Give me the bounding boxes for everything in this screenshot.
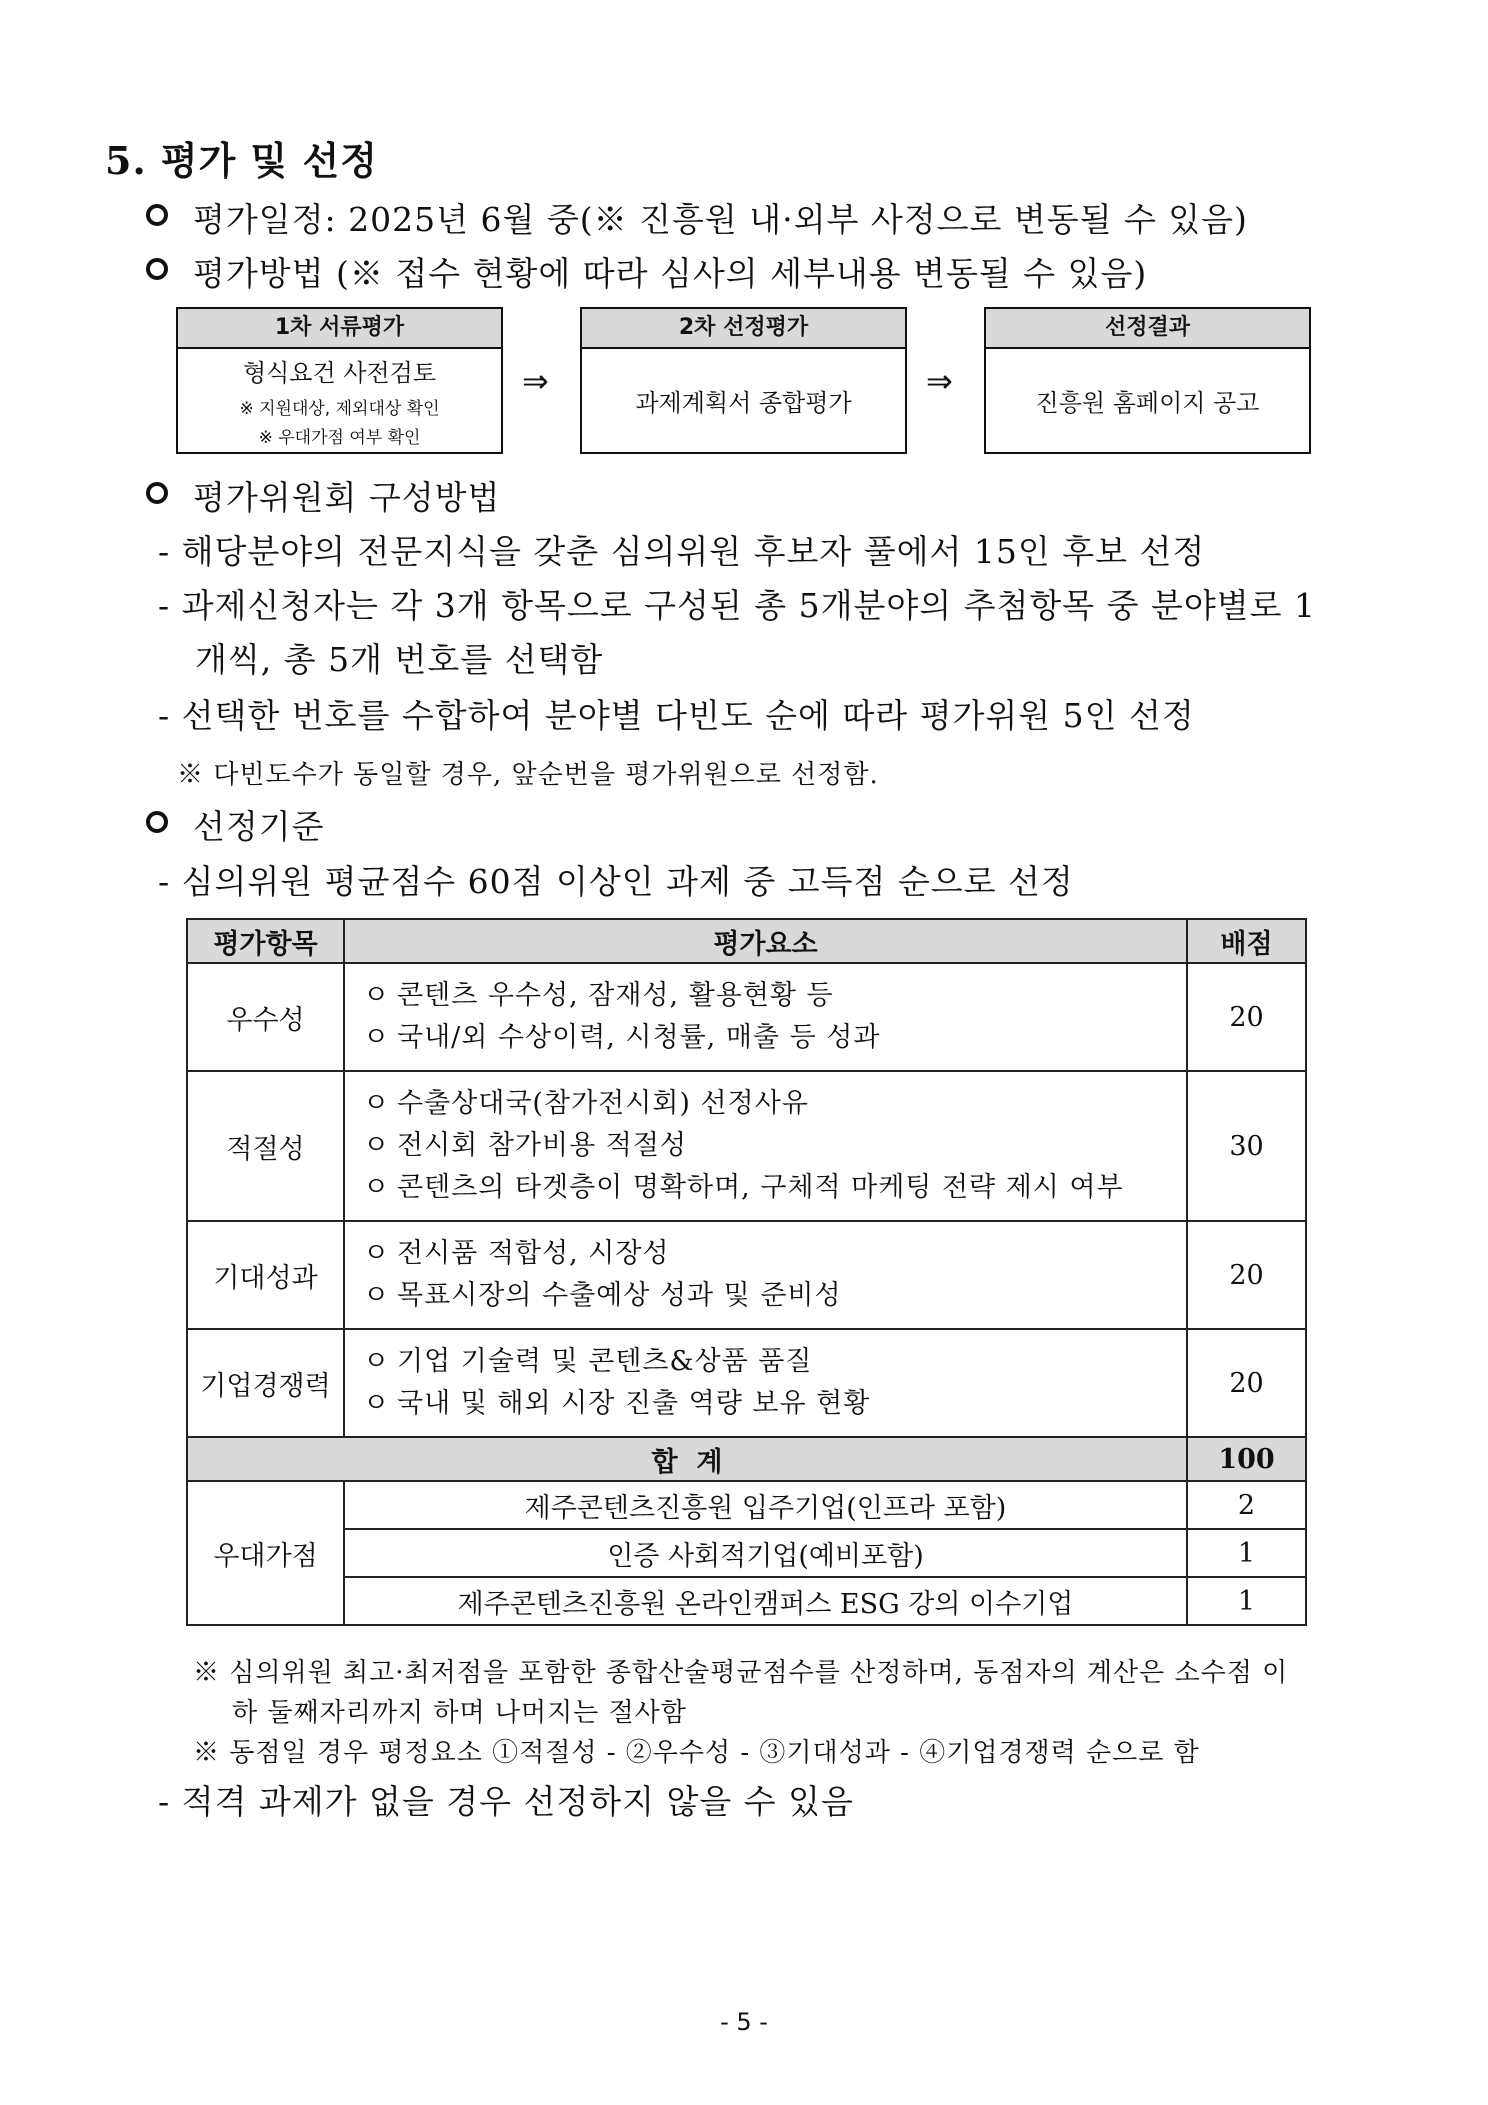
table-row bbox=[187, 1071, 1306, 1221]
right-double-arrow-icon: ⇒ bbox=[926, 362, 953, 400]
preference-row bbox=[187, 1577, 1306, 1625]
total-score: 100 bbox=[1187, 1437, 1306, 1481]
column-header: 배점 bbox=[1187, 919, 1306, 963]
eval-score: 20 bbox=[1187, 1221, 1306, 1329]
table-note: ※ 심의위원 최고·최저점을 포함한 종합산술평균점수를 산정하며, 동점자의 계산은 소수점 이 bbox=[193, 1658, 1289, 1688]
eval-score: 30 bbox=[1187, 1071, 1306, 1221]
flow-step-header: 선정결과 bbox=[986, 309, 1309, 349]
eval-elements: ㅇ 수출상대국(참가전시회) 선정사유 ㅇ 전시회 참가비용 적절성 ㅇ 콘텐츠의 타겟층이 명확하며, 구체적 마케팅 전략 제시 여부 bbox=[344, 1071, 1187, 1221]
schedule-text: 평가일정: 2025년 6월 중(※ 진흥원 내·외부 사정으로 변동될 수 있음) bbox=[193, 200, 1248, 239]
committee-item-continued: 개씩, 총 5개 번호를 선택함 bbox=[195, 640, 604, 679]
circle-bullet-icon bbox=[146, 204, 168, 226]
final-item: - 적격 과제가 없을 경우 선정하지 않을 수 있음 bbox=[158, 1782, 854, 1821]
eval-elements: ㅇ 전시품 적합성, 시장성 ㅇ 목표시장의 수출예상 성과 및 준비성 bbox=[344, 1221, 1187, 1329]
circle-bullet-icon bbox=[146, 258, 168, 280]
table-row bbox=[187, 1221, 1306, 1329]
flow-step-document-review bbox=[176, 307, 503, 454]
flow-step-note: ※ 우대가점 여부 확인 bbox=[258, 428, 421, 448]
flow-step-header: 1차 서류평가 bbox=[178, 309, 501, 349]
eval-element: 수출상대국(참가전시회) 선정사유 bbox=[397, 1088, 809, 1119]
flow-step-result bbox=[984, 307, 1311, 454]
flow-step-header: 2차 선정평가 bbox=[582, 309, 905, 349]
table-row bbox=[187, 1329, 1306, 1437]
eval-score: 20 bbox=[1187, 963, 1306, 1071]
committee-item: - 선택한 번호를 수합하여 분야별 다빈도 순에 따라 평가위원 5인 선정 bbox=[158, 696, 1195, 735]
eval-element: 기업 기술력 및 콘텐츠&상품 품질 bbox=[397, 1346, 813, 1377]
preference-row bbox=[187, 1481, 1306, 1529]
column-header: 평가항목 bbox=[187, 919, 344, 963]
right-double-arrow-icon: ⇒ bbox=[522, 362, 549, 400]
table-row bbox=[187, 963, 1306, 1071]
committee-title: 평가위원회 구성방법 bbox=[193, 478, 501, 517]
circle-bullet-icon bbox=[146, 482, 168, 504]
flow-step-main: 과제계획서 종합평가 bbox=[635, 389, 852, 417]
preference-row bbox=[187, 1529, 1306, 1577]
eval-item: 적절성 bbox=[187, 1071, 344, 1221]
eval-score: 20 bbox=[1187, 1329, 1306, 1437]
total-label: 합 계 bbox=[187, 1437, 1187, 1481]
preference-item: 제주콘텐츠진흥원 온라인캠퍼스 ESG 강의 이수기업 bbox=[344, 1577, 1187, 1625]
table-note: ※ 동점일 경우 평정요소 ①적절성 - ②우수성 - ③기대성과 - ④기업경쟁력 순으로 함 bbox=[193, 1738, 1200, 1768]
section-title: 5. 평가 및 선정 bbox=[105, 138, 378, 183]
eval-elements: ㅇ 기업 기술력 및 콘텐츠&상품 품질 ㅇ 국내 및 해외 시장 진출 역량 보유 현황 bbox=[344, 1329, 1187, 1437]
column-header: 평가요소 bbox=[344, 919, 1187, 963]
flow-step-selection-review bbox=[580, 307, 907, 454]
method-text: 평가방법 (※ 접수 현황에 따라 심사의 세부내용 변동될 수 있음) bbox=[193, 254, 1148, 293]
eval-item: 우수성 bbox=[187, 963, 344, 1071]
criteria-title: 선정기준 bbox=[193, 807, 325, 846]
committee-note: ※ 다빈도수가 동일할 경우, 앞순번을 평가위원으로 선정함. bbox=[177, 760, 879, 790]
eval-element: 국내 및 해외 시장 진출 역량 보유 현황 bbox=[397, 1388, 871, 1419]
evaluation-table bbox=[186, 918, 1307, 1626]
flow-step-main: 진흥원 홈페이지 공고 bbox=[1035, 389, 1260, 417]
page-number: - 5 - bbox=[720, 2008, 768, 2036]
circle-bullet-icon bbox=[146, 811, 168, 833]
flow-step-main: 형식요건 사전검토 bbox=[242, 359, 437, 387]
flow-step-note: ※ 지원대상, 제외대상 확인 bbox=[239, 399, 440, 419]
table-note-continued: 하 둘째자리까지 하며 나머지는 절사함 bbox=[232, 1698, 687, 1728]
committee-item: - 해당분야의 전문지식을 갖춘 심의위원 후보자 풀에서 15인 후보 선정 bbox=[158, 532, 1206, 571]
eval-element: 전시회 참가비용 적절성 bbox=[397, 1130, 687, 1161]
eval-element: 콘텐츠의 타겟층이 명확하며, 구체적 마케팅 전략 제시 여부 bbox=[397, 1172, 1124, 1203]
preference-score: 1 bbox=[1187, 1529, 1306, 1577]
preference-item: 인증 사회적기업(예비포함) bbox=[344, 1529, 1187, 1577]
table-header-row bbox=[187, 919, 1306, 963]
preference-score: 2 bbox=[1187, 1481, 1306, 1529]
eval-elements: ㅇ 콘텐츠 우수성, 잠재성, 활용현황 등 ㅇ 국내/외 수상이력, 시청률, 매출 등 성과 bbox=[344, 963, 1187, 1071]
eval-element: 콘텐츠 우수성, 잠재성, 활용현황 등 bbox=[397, 980, 834, 1011]
eval-element: 목표시장의 수출예상 성과 및 준비성 bbox=[397, 1280, 842, 1311]
preference-item: 제주콘텐츠진흥원 입주기업(인프라 포함) bbox=[344, 1481, 1187, 1529]
criteria-item: - 심의위원 평균점수 60점 이상인 과제 중 고득점 순으로 선정 bbox=[158, 862, 1074, 901]
eval-element: 전시품 적합성, 시장성 bbox=[397, 1238, 670, 1269]
eval-element: 국내/외 수상이력, 시청률, 매출 등 성과 bbox=[397, 1022, 881, 1053]
eval-item: 기업경쟁력 bbox=[187, 1329, 344, 1437]
committee-item: - 과제신청자는 각 3개 항목으로 구성된 총 5개분야의 추첨항목 중 분야별로 1 bbox=[158, 586, 1316, 625]
total-row bbox=[187, 1437, 1306, 1481]
preference-label: 우대가점 bbox=[187, 1481, 344, 1625]
preference-score: 1 bbox=[1187, 1577, 1306, 1625]
eval-item: 기대성과 bbox=[187, 1221, 344, 1329]
